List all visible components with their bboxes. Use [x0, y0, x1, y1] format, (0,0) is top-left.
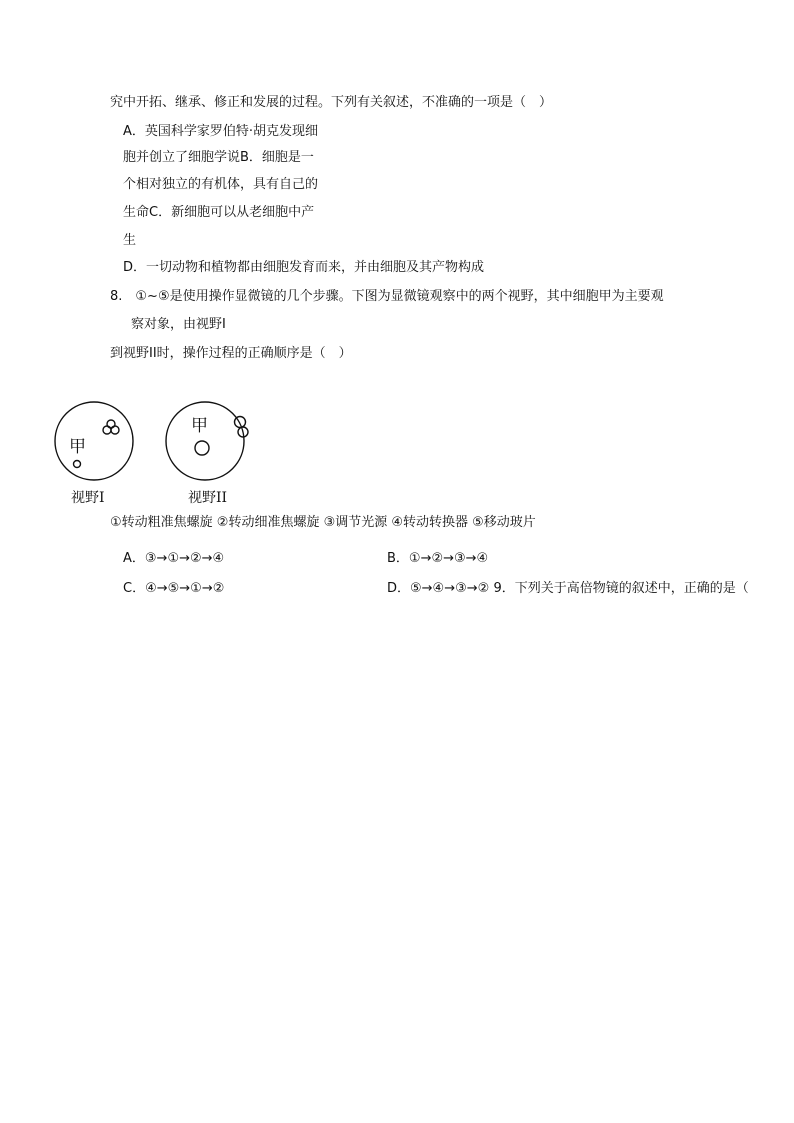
q8-option-c: C．④→⑤→①→② — [123, 581, 225, 596]
microscope-views-figure — [52, 398, 272, 510]
question-7-stem: 究中开拓、继承、修正和发展的过程。下列有关叙述，不准确的一项是（ ） — [110, 95, 553, 110]
question-8-stem-line-2: 察对象，由视野Ⅰ — [131, 317, 226, 332]
q7-option-a-line-2: 胞并创立了细胞学说B．细胞是一 — [123, 150, 314, 165]
view-1-cell-jia-label: 甲 — [69, 437, 86, 457]
view-1-small-cell — [74, 461, 81, 468]
q7-option-a-line-5: 生 — [123, 233, 137, 248]
q7-option-a-line-1: A．英国科学家罗伯特·胡克发现细 — [123, 124, 319, 139]
view-1-label: 视野I — [71, 490, 105, 506]
q7-option-a-line-3: 个相对独立的有机体，具有自己的 — [123, 177, 319, 192]
view-1-cell-cluster-c — [107, 420, 115, 428]
view-2-enlarged-cell — [195, 441, 209, 455]
q8-option-b: B．①→②→③→④ — [387, 551, 489, 566]
q7-option-d: D．一切动物和植物都由细胞发育而来，并由细胞及其产物构成 — [123, 260, 485, 275]
q8-operation-steps: ①转动粗准焦螺旋 ②转动细准焦螺旋 ③调节光源 ④转动转换器 ⑤移动玻片 — [110, 515, 536, 530]
q8-option-d-and-q9-stem: D．⑤→④→③→② 9．下列关于高倍物镜的叙述中，正确的是（ — [387, 581, 749, 596]
q8-option-a: A．③→①→②→④ — [123, 551, 225, 566]
view-2-edge-cell-a — [235, 417, 246, 428]
q7-option-a-line-4: 生命C．新细胞可以从老细胞中产 — [123, 205, 315, 220]
view-1-field-circle — [55, 402, 133, 480]
question-8-stem-line-3: 到视野II时，操作过程的正确顺序是（ ） — [110, 346, 352, 361]
view-2-label: 视野II — [188, 490, 228, 506]
question-8-stem-line-1: 8. ①~⑤是使用操作显微镜的几个步骤。下图为显微镜观察中的两个视野，其中细胞甲为主要观 — [110, 289, 664, 304]
view-2-cell-jia-label: 甲 — [191, 416, 208, 436]
